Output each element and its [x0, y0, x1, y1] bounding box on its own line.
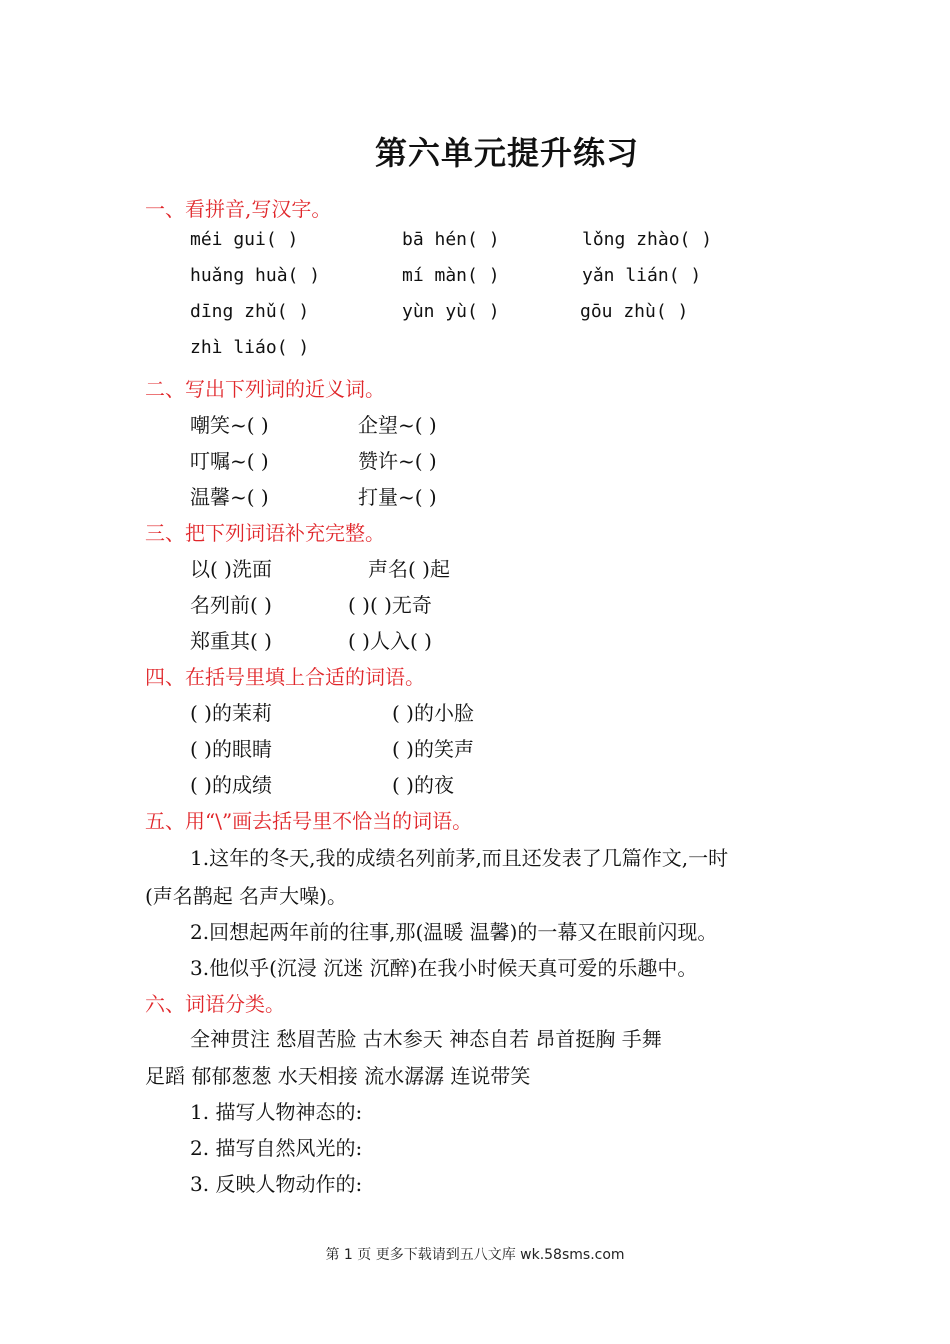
pinyin-item: yùn yù( ) [402, 301, 500, 322]
pinyin-item: bā hén( ) [402, 229, 500, 250]
section-1-heading: 一、看拼音,写汉字。 [145, 197, 332, 221]
fill-item: ( )的成绩 [190, 773, 272, 797]
idiom-item: 名列前( ) [190, 593, 272, 617]
fill-item: ( )的笑声 [392, 737, 474, 761]
idiom-row-2 [190, 589, 690, 617]
idiom-row-3 [190, 625, 690, 653]
idiom-item: ( )( )无奇 [348, 593, 432, 617]
synonym-row-2 [190, 445, 690, 473]
strike-question-2: 2.回想起两年前的往事,那(温暖 温馨)的一幕又在眼前闪现。 [190, 920, 718, 944]
pinyin-row-2 [190, 265, 850, 293]
strike-question-1: 1.这年的冬天,我的成绩名列前茅,而且还发表了几篇作文,一时 [190, 846, 729, 870]
page-footer: 第 1 页 更多下载请到五八文库 wk.58sms.com [325, 1247, 625, 1263]
category-2: 2. 描写自然风光的: [190, 1136, 363, 1160]
synonym-item: 企望~( ) [358, 413, 437, 437]
word-list-line-2: 足蹈 郁郁葱葱 水天相接 流水潺潺 连说带笑 [145, 1064, 531, 1088]
strike-question-1-cont: (声名鹊起 名声大噪)。 [145, 884, 347, 908]
idiom-item: ( )人入( ) [348, 629, 432, 653]
fill-row-3 [190, 769, 690, 797]
section-6-heading: 六、词语分类。 [145, 992, 285, 1016]
pinyin-item: lǒng zhào( ) [582, 229, 713, 250]
section-3-heading: 三、把下列词语补充完整。 [145, 521, 385, 545]
synonym-item: 温馨~( ) [190, 485, 269, 509]
idiom-item: 以( )洗面 [190, 557, 272, 581]
category-3: 3. 反映人物动作的: [190, 1172, 363, 1196]
synonym-item: 赞许~( ) [358, 449, 437, 473]
pinyin-item: yǎn lián( ) [582, 265, 702, 286]
pinyin-item: mí màn( ) [402, 265, 500, 286]
category-1: 1. 描写人物神态的: [190, 1100, 363, 1124]
fill-row-2 [190, 733, 690, 761]
fill-item: ( )的小脸 [392, 701, 474, 725]
pinyin-item: zhì liáo( ) [190, 337, 310, 358]
idiom-row-1 [190, 553, 690, 581]
synonym-item: 嘲笑~( ) [190, 413, 269, 437]
strike-question-3: 3.他似乎(沉浸 沉迷 沉醉)在我小时候天真可爱的乐趣中。 [190, 956, 698, 980]
fill-item: ( )的茉莉 [190, 701, 272, 725]
section-2-heading: 二、写出下列词的近义词。 [145, 377, 385, 401]
synonym-row-3 [190, 481, 690, 509]
synonym-item: 叮嘱~( ) [190, 449, 269, 473]
synonym-row-1 [190, 409, 690, 437]
section-5-heading: 五、用“\”画去括号里不恰当的词语。 [145, 809, 473, 833]
synonym-item: 打量~( ) [358, 485, 437, 509]
pinyin-item: méi gui( ) [190, 229, 299, 250]
fill-row-1 [190, 697, 690, 725]
section-4-heading: 四、在括号里填上合适的词语。 [145, 665, 425, 689]
page-title: 第六单元提升练习 [374, 134, 639, 172]
idiom-item: 郑重其( ) [190, 629, 272, 653]
pinyin-item: huǎng huà( ) [190, 265, 321, 286]
fill-item: ( )的眼睛 [190, 737, 272, 761]
pinyin-item: gōu zhù( ) [580, 301, 689, 322]
fill-item: ( )的夜 [392, 773, 454, 797]
pinyin-row-3 [190, 301, 850, 329]
pinyin-row-4 [190, 337, 850, 365]
idiom-item: 声名( )起 [368, 557, 450, 581]
pinyin-row-1 [190, 229, 850, 257]
pinyin-item: dīng zhǔ( ) [190, 301, 310, 322]
word-list-line-1: 全神贯注 愁眉苦脸 古木参天 神态自若 昂首挺胸 手舞 [190, 1027, 662, 1051]
